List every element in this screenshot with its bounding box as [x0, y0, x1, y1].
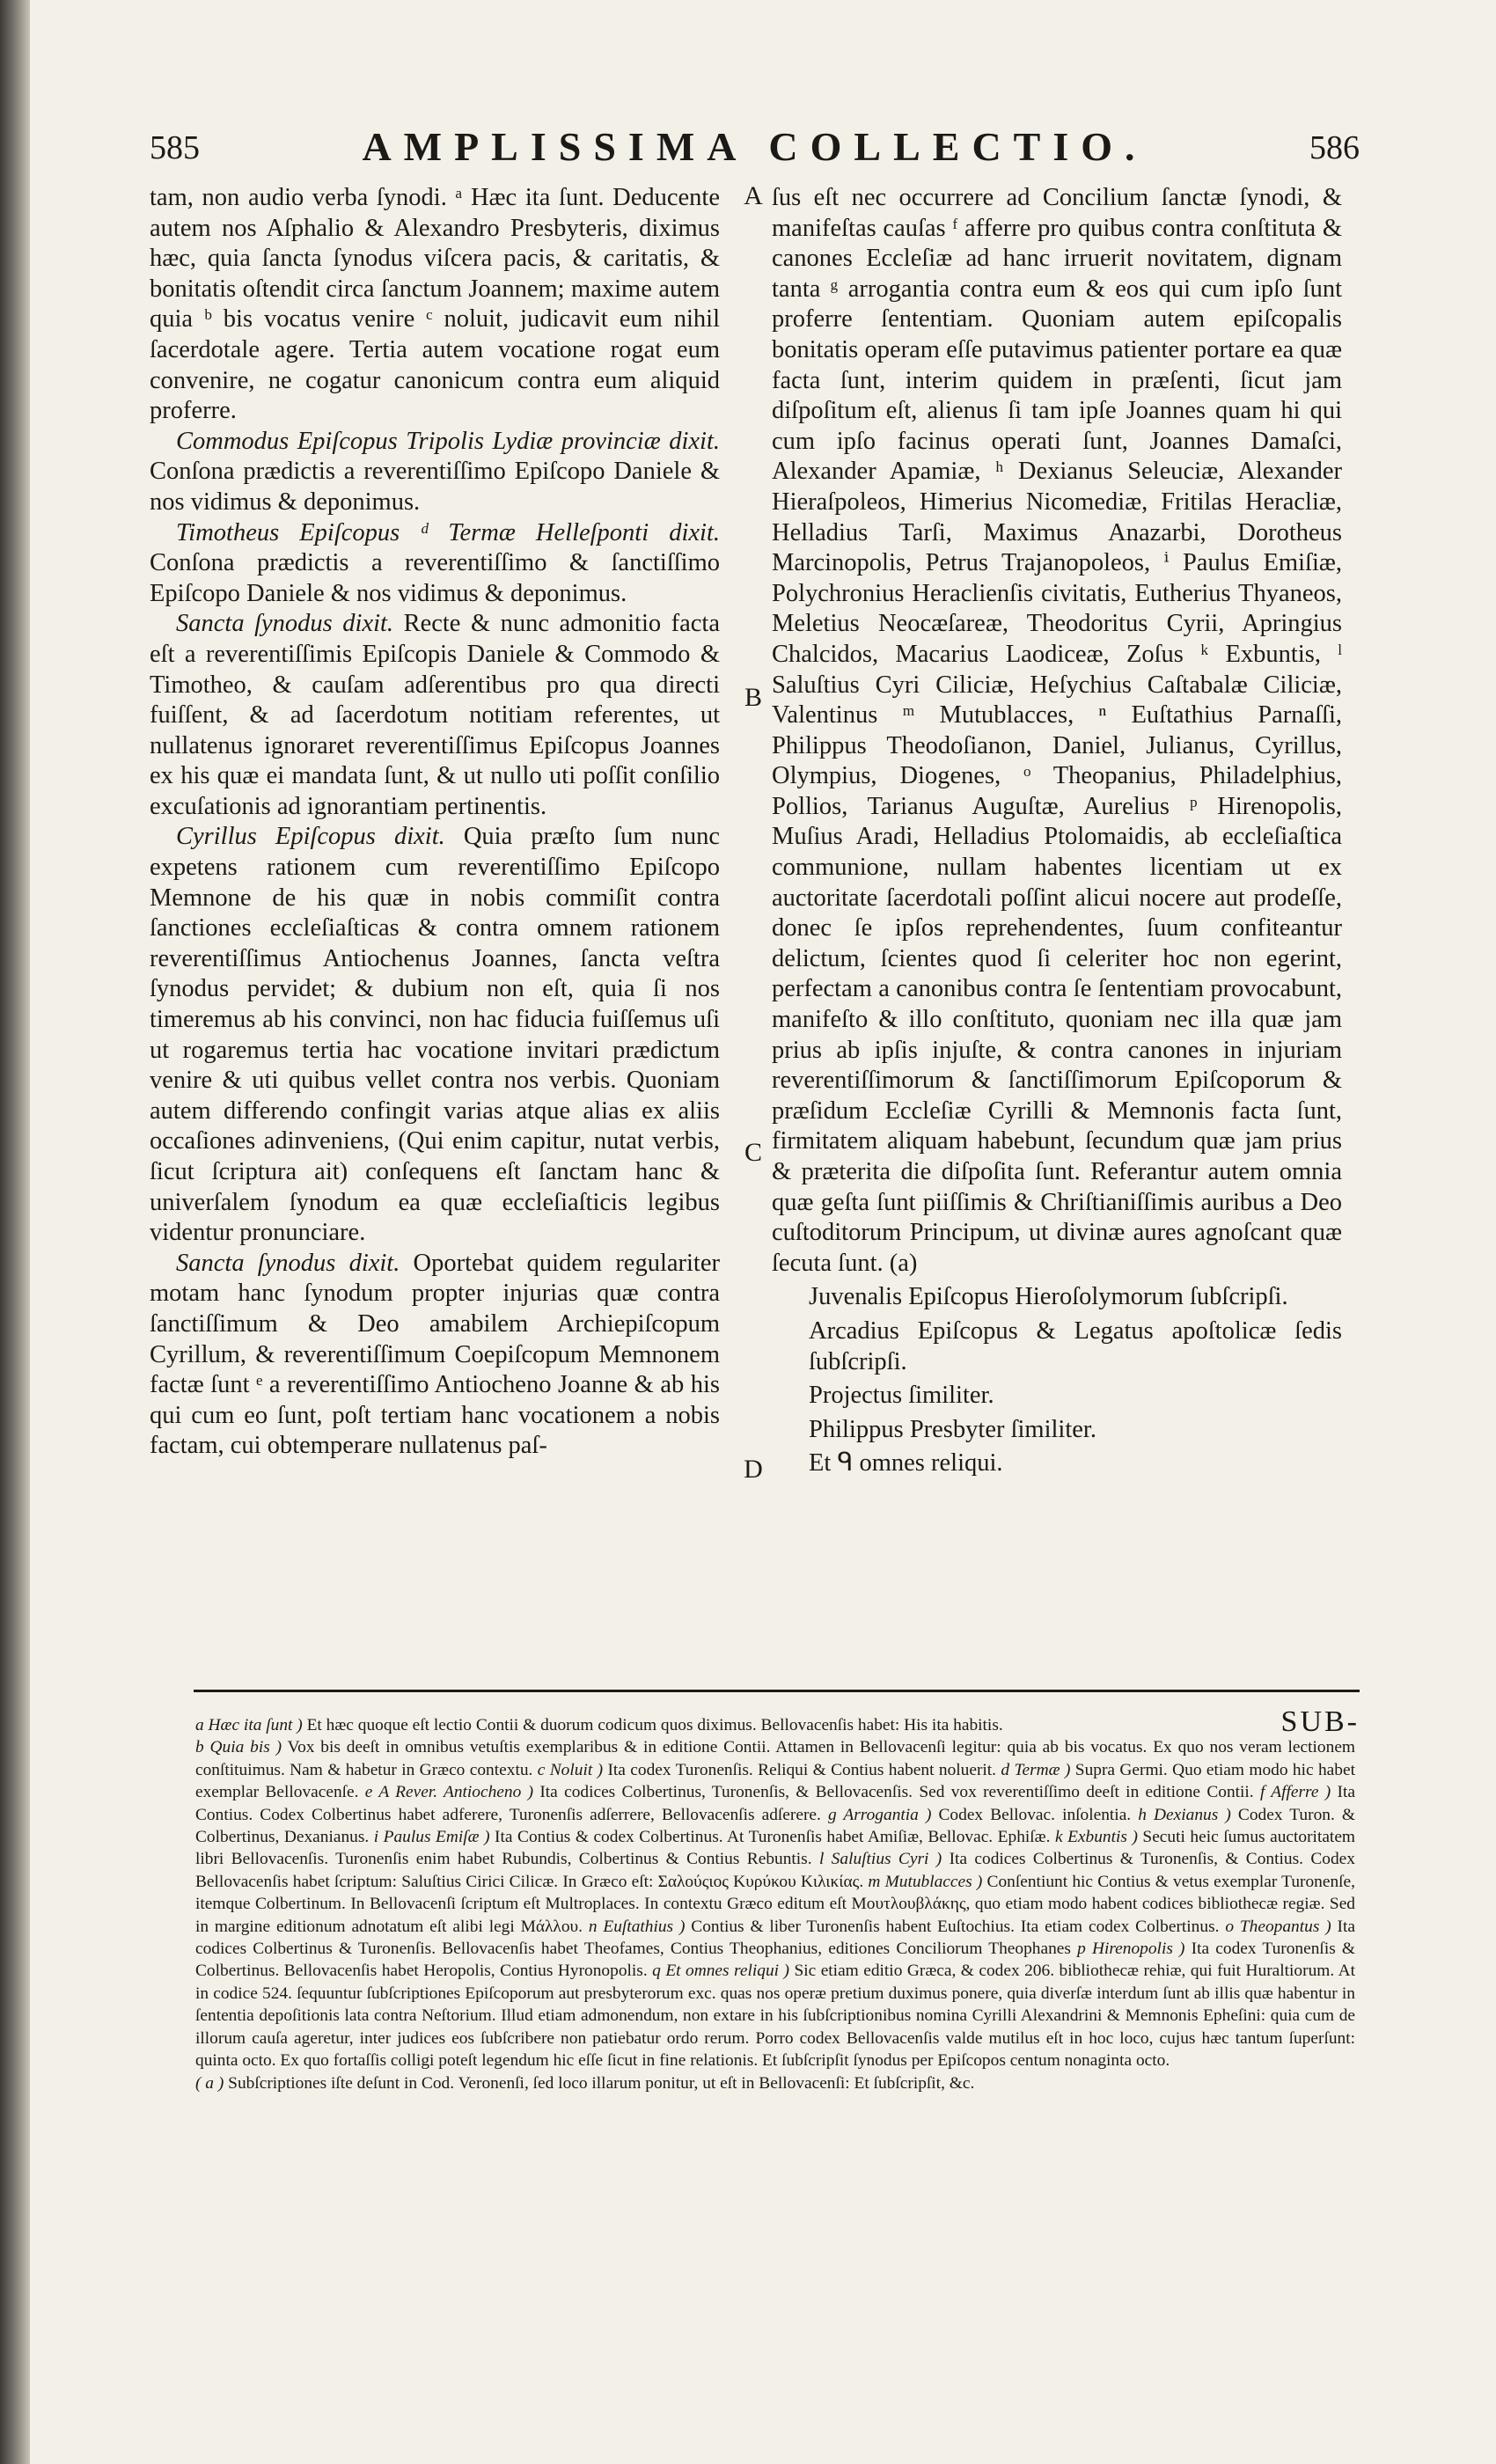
catchword: SUB-: [1280, 1705, 1360, 1738]
footnote-text: Ita Contius & codex Colbertinus. At Turonenſis habet Amiſiæ, Bellovac. Ephiſæ.: [489, 1828, 1055, 1847]
speaker-label: Cyrillus Epiſcopus dixit.: [176, 823, 445, 851]
page-number-right: 586: [1309, 129, 1360, 166]
paragraph: [150, 822, 720, 1248]
paragraph: [150, 609, 720, 822]
paragraph-text: tam, non audio verba ſynodi. ᵃ Hæc ita ſunt. Deducente autem nos Aſphalio & Alexandro Presbyteris, diximus hæc, quia ſancta ſynodus viſcera pacis, & caritatis, & bonitatis oſtendit circa ſanctum Joannem; maxime autem quia ᵇ bis vocatus venire ᶜ noluit, judicavit eum nihil ſacerdotale agere. Tertia autem vocatione rogat eum convenire, ne cogatur canonicum contra eum aliquid proferre.: [150, 184, 720, 425]
footnote-lemma: o Theopantus ): [1225, 1917, 1331, 1936]
paragraph-text: Oportebat quidem regulariter motam hanc ſynodum propter injurias quæ contra ſanctiſſimum & Deo amabilem Archiepiſcopum Cyrillum, & reverentiſſimum Coepiſcopum Memnonem factæ ſunt ᵉ a reverentiſſimo Antiocheno Joanne & ab his qui cum eo ſunt, poſt tertiam hanc vocationem a nobis factam, cui obtemperare nullatenus paſ-: [150, 1249, 720, 1460]
signature-line: [772, 1316, 1342, 1377]
paragraph-text: Projectus ſimiliter.: [809, 1382, 994, 1410]
page-number-left: 585: [150, 129, 200, 166]
footnote-lemma: h Dexianus ): [1138, 1805, 1231, 1824]
footnote-lemma: m Mutublacces ): [868, 1872, 983, 1891]
footnote-lemma: g Arrogantia ): [827, 1805, 932, 1824]
margin-marker-b: B: [744, 683, 762, 712]
footnote-lemma: c Noluit ): [537, 1760, 604, 1779]
paragraph-text: Et ᑫ omnes reliqui.: [809, 1449, 1003, 1478]
paragraph-text: Recte & nunc admonitio facta eſt a reverentiſſimis Epiſcopis Daniele & Commodo & Timotheo, & cauſam adſerentibus pro qua directi fuiſſent, & ad ſacerdotum notitiam referentes, ut nullatenus ignoraret reverentiſſimus Epiſcopus Joannes ex his quæ ei mandata ſunt, & ut nullo uti poſſit conſilio excuſationis ad ignorantiam pertinentis.: [150, 610, 720, 820]
footnote-lemma: a Hæc ita ſunt ): [195, 1716, 303, 1734]
footnote-lemma: d Termæ ): [1001, 1760, 1071, 1779]
margin-marker-a: A: [744, 181, 763, 210]
footnote-lemma: n Euſtathius ): [588, 1917, 686, 1936]
footnote-lemma: k Exbuntis ): [1054, 1828, 1138, 1847]
footnote-text: Ita codices Colbertinus & Turonenſis. Bellovacenſis habet Theofames, Contius Theophanius, editiones Conciliorum Theophanes: [195, 1917, 1355, 1959]
footnote-lemma: b Quia bis ): [195, 1738, 282, 1757]
speaker-label: Sancta ſynodus dixit.: [176, 610, 394, 638]
footnote: [828, 1806, 1138, 1824]
paragraph: [150, 183, 720, 427]
paragraph: [772, 183, 1342, 1279]
signature-line: [772, 1448, 1342, 1479]
paragraph-text: Philippus Presbyter ſimiliter.: [809, 1415, 1096, 1443]
footnote-lemma: ( a ): [195, 2073, 224, 2093]
footnote-text: Ita codices Colbertinus, Turonenſis, & Bellovacenſis. Sed vox reverentiſſimo deeſt in editione Contii.: [533, 1783, 1260, 1802]
footnote-lemma: q Et omnes reliqui ): [652, 1962, 789, 1981]
footnote-lemma: p Hirenopolis ): [1077, 1940, 1185, 1959]
footnotes: [195, 1714, 1355, 2094]
footnote: [538, 1761, 1001, 1779]
margin-marker-d: D: [744, 1455, 763, 1484]
binding-gutter: [0, 0, 30, 2464]
footnote-lemma: e A Rever. Antiocheno ): [364, 1783, 534, 1802]
margin-marker-c: C: [744, 1138, 762, 1167]
footnote: [374, 1828, 1055, 1846]
page-header: [150, 123, 1360, 176]
right-column: [772, 183, 1342, 1479]
footnote: [195, 2072, 1355, 2094]
footnote-text: Codex Bellovac. inſolentia.: [931, 1805, 1139, 1824]
footnote-text: Subſcriptiones iſte deſunt in Cod. Veronenſi, ſed loco illarum ponitur, ut eſt in Bellovacenſi: Et ſubſcripſit, &c.: [224, 2073, 975, 2093]
footnote-text: Ita Contius. Codex Colbertinus habet adferere, Turonenſis adſerrere, Bellovacenſis adſerere.: [195, 1783, 1355, 1824]
footnote-text: Supra Germi. Quo etiam modo hic habet exemplar Bellovacenſe.: [195, 1760, 1355, 1802]
speaker-label: Timotheus Epiſcopus ᵈ Termæ Helleſponti dixit.: [176, 518, 720, 546]
paragraph-text: Arcadius Epiſcopus & Legatus apoſtolicæ ſedis ſubſcripſi.: [809, 1316, 1342, 1375]
footnote-text: Secuti heic ſumus auctoritatem libri Bellovacenſis. Turonenſis enim habet Rubundis, Colbertinus & Contius Rebuntis.: [195, 1828, 1356, 1869]
paragraph-text: Juvenalis Epiſcopus Hieroſolymorum ſubſcripſi.: [809, 1283, 1288, 1311]
footnote-text: Conſentiunt hic Contius & vetus exemplar Turonenſe, itemque Colbertinum. In Bellovacenſi ſcriptum eſt Multroplaces. In contextu Græco editum eſt Μουτλουβλάκης, quo etiam modo habent codices bibliothecæ regiæ. Sed in margine editionum adnotatum eſt alibi legi Μάλλου.: [195, 1872, 1356, 1936]
footnote-lemma: l Saluſtius Cyri ): [818, 1850, 942, 1869]
footnote-rule: [194, 1690, 1360, 1692]
paragraph-text: Quia præſto ſum nunc expetens rationem cum reverentiſſimo Epiſcopo Memnone de his quæ in nobis commiſit contra ſanctiones eccleſiaſticas & contra omnem rationem reverentiſſimus Antiochenus Joannes, ſancta veſtra ſynodus pervidet; & dubium non eſt, quia ſi nos timeremus ab his convinci, non hac fiducia fuiſſemus uſi ut rogaremus tertia hac vocatione invitari prædictum venire & uti quibus vellet contra nos verbis. Quoniam autem differendo confingit varias atque alias ex aliis occaſiones adinveniens, (Qui enim capitur, nutat verbis, ſicut ſcriptura ait) conſequens eſt ſanctam hanc & univerſalem ſynodum ea quæ eccleſiaſticis legibus videntur pronunciare.: [150, 823, 720, 1247]
footnote-text: Contius & liber Turonenſis habent Euſtochius. Ita etiam codex Colbertinus.: [685, 1917, 1226, 1936]
signature-line: [772, 1381, 1342, 1412]
footnote-text: Ita codex Turonenſis. Reliqui & Contius habent noluerit.: [603, 1760, 1001, 1779]
footnote-lemma: i Paulus Emiſæ ): [373, 1828, 490, 1847]
footnote-text: Codex Turon. & Colbertinus, Dexanianus.: [195, 1805, 1355, 1847]
footnote-text: Ita codex Turonenſis & Colbertinus. Bellovacenſis habet Heropolis, Contius Hyronopolis.: [195, 1940, 1355, 1981]
paragraph: [150, 427, 720, 518]
footnote: [589, 1918, 1226, 1936]
paragraph-text: Conſona prædictis a reverentiſſimo & ſanctiſſimo Epiſcopo Daniele & nos vidimus & deponimus.: [150, 549, 720, 607]
footnote: [195, 1714, 1355, 1736]
speaker-label: Sancta ſynodus dixit.: [176, 1249, 400, 1277]
footnote-text: Sic etiam editio Græca, & codex 206. bibliothecæ rehiæ, qui fuit Huraltiorum. At in codice 524. ſequuntur ſubſcriptiones Epiſcoporum aut presbyterorum exc. quas nos operæ pretium duximus ponere, quia diverſæ interdum ſunt ab illis quæ habentur in ſententia depoſitionis lata contra Neſtorium. Illud etiam admonendum, non extare in his ſubſcriptionibus nomina Cyrilli Alexandrini & Memnonis Epheſini: quia cum de illorum cauſa ageretur, inter judices eos ſubſcribere non patiebatur ordo rerum. Porro codex Bellovacenſis valde mutilus eſt in hoc loco, cujus hæc tantum ſuperſunt: quinta octo. Ex quo fortaſſis colligi poteſt legendum hic eſſe ſicut in fine relationis. Et ſubſcripſit ſynodus per Epiſcopos centum nonaginta octo.: [195, 1962, 1355, 2071]
footnote-text: Vox bis deeſt in omnibus vetuſtis exemplaribus & in editione Contii. Attamen in Bellovacenſi legitur: quia ab bis vocatus. Ex quo nos veram lectionem conſtituimus. Nam & habetur in Græco contextu.: [195, 1738, 1356, 1779]
footnote-text: Ita codices Colbertinus & Turonenſis, & Contius. Codex Bellovacenſis habet ſcriptum: Saluſtius Cirici Cilicæ. In Græco eſt: Σαλούςιος Κυρύκου Κιλικίας.: [195, 1850, 1355, 1891]
paragraph-text: ſus eſt nec occurrere ad Concilium ſanctæ ſynodi, & manifeſtas cauſas ᶠ afferre pro quibus contra conſtituta & canones Eccleſiæ ad hanc irruerit novitatem, dignam tanta ᵍ arrogantia contra eum & eos qui cum ipſo ſunt proferre ſententiam. Quoniam autem epiſcopalis bonitatis operam eſſe putavimus patienter portare ea quæ facta ſunt, interim quidem in præſenti, ſicut jam diſpoſitum eſt, alienus ſi tam ipſe Joannes quam hi qui cum ipſo facinus operati ſunt, Joannes Damaſci, Alexander Apamiæ, ʰ Dexianus Seleuciæ, Alexander Hieraſpoleos, Himerius Nicomediæ, Fritilas Heracliæ, Helladius Tarſi, Maximus Anazarbi, Dorotheus Marcinopolis, Petrus Trajanopoleos, ⁱ Paulus Emiſiæ, Polychronius Heraclienſis civitatis, Eutherius Thyaneos, Meletius Neocæſareæ, Theodoritus Cyrii, Apringius Chalcidos, Macarius Laodiceæ, Zoſus ᵏ Exbuntis, ˡ Saluſtius Cyri Ciliciæ, Heſychius Caſtabalæ Ciliciæ, Valentinus ᵐ Mutublacces, ⁿ Euſtathius Parnaſſi, Philippus Theodoſianon, Daniel, Julianus, Cyrillus, Olympius, Diogenes, ᵒ Theopanius, Philadelphius, Pollios, Tarianus Auguſtæ, Aurelius ᵖ Hirenopolis, Muſius Aradi, Helladius Ptolomaidis, ab eccleſiaſtica communione, nullam habentes licentiam ut ex auctoritate ſacerdotali poſſint alicui nocere aut prodeſſe, donec ſe ipſos reprehendentes, ſuum confiteantur delictum, ſcientes quod ſi celeriter hoc non egerint, perfectam a canonibus contra ſe ſententiam provocabunt, manifeſto & illo conſtituto, quoniam nec illa quæ jam prius ab ipſis injuſte, & contra canones in injuriam reverentiſſimorum & ſanctiſſimorum Epiſcoporum & præſidum Eccleſiæ Cyrilli & Memnonis facta ſunt, firmitatem aliquam habebunt, ſecundum quæ jam prius & præterita die diſpoſita ſunt. Referantur autem omnia quæ geſta ſunt piiſſimis & Chriſtianiſſimis auribus a Deo cuſtoditorum Principum, ut divinæ aures agnoſcant quæ ſecuta ſunt. (a): [772, 184, 1342, 1277]
paragraph: [150, 518, 720, 610]
signature-line: [772, 1415, 1342, 1446]
footnote-lemma: f Afferre ): [1259, 1783, 1331, 1802]
signature-line: [772, 1282, 1342, 1313]
footnote: [365, 1783, 1260, 1801]
speaker-label: Commodus Epiſcopus Tripolis Lydiæ provinciæ dixit.: [176, 427, 720, 455]
left-column: [150, 183, 720, 1462]
paragraph: [150, 1249, 720, 1462]
footnote-text: Et hæc quoque eſt lectio Contii & duorum codicum quos diximus. Bellovacenſis habet: His ita habitis.: [302, 1716, 1003, 1734]
running-title: AMPLISSIMA COLLECTIO.: [362, 124, 1148, 169]
paragraph-text: Conſona prædictis a reverentiſſimo Epiſcopo Daniele & nos vidimus & deponimus.: [150, 458, 720, 516]
